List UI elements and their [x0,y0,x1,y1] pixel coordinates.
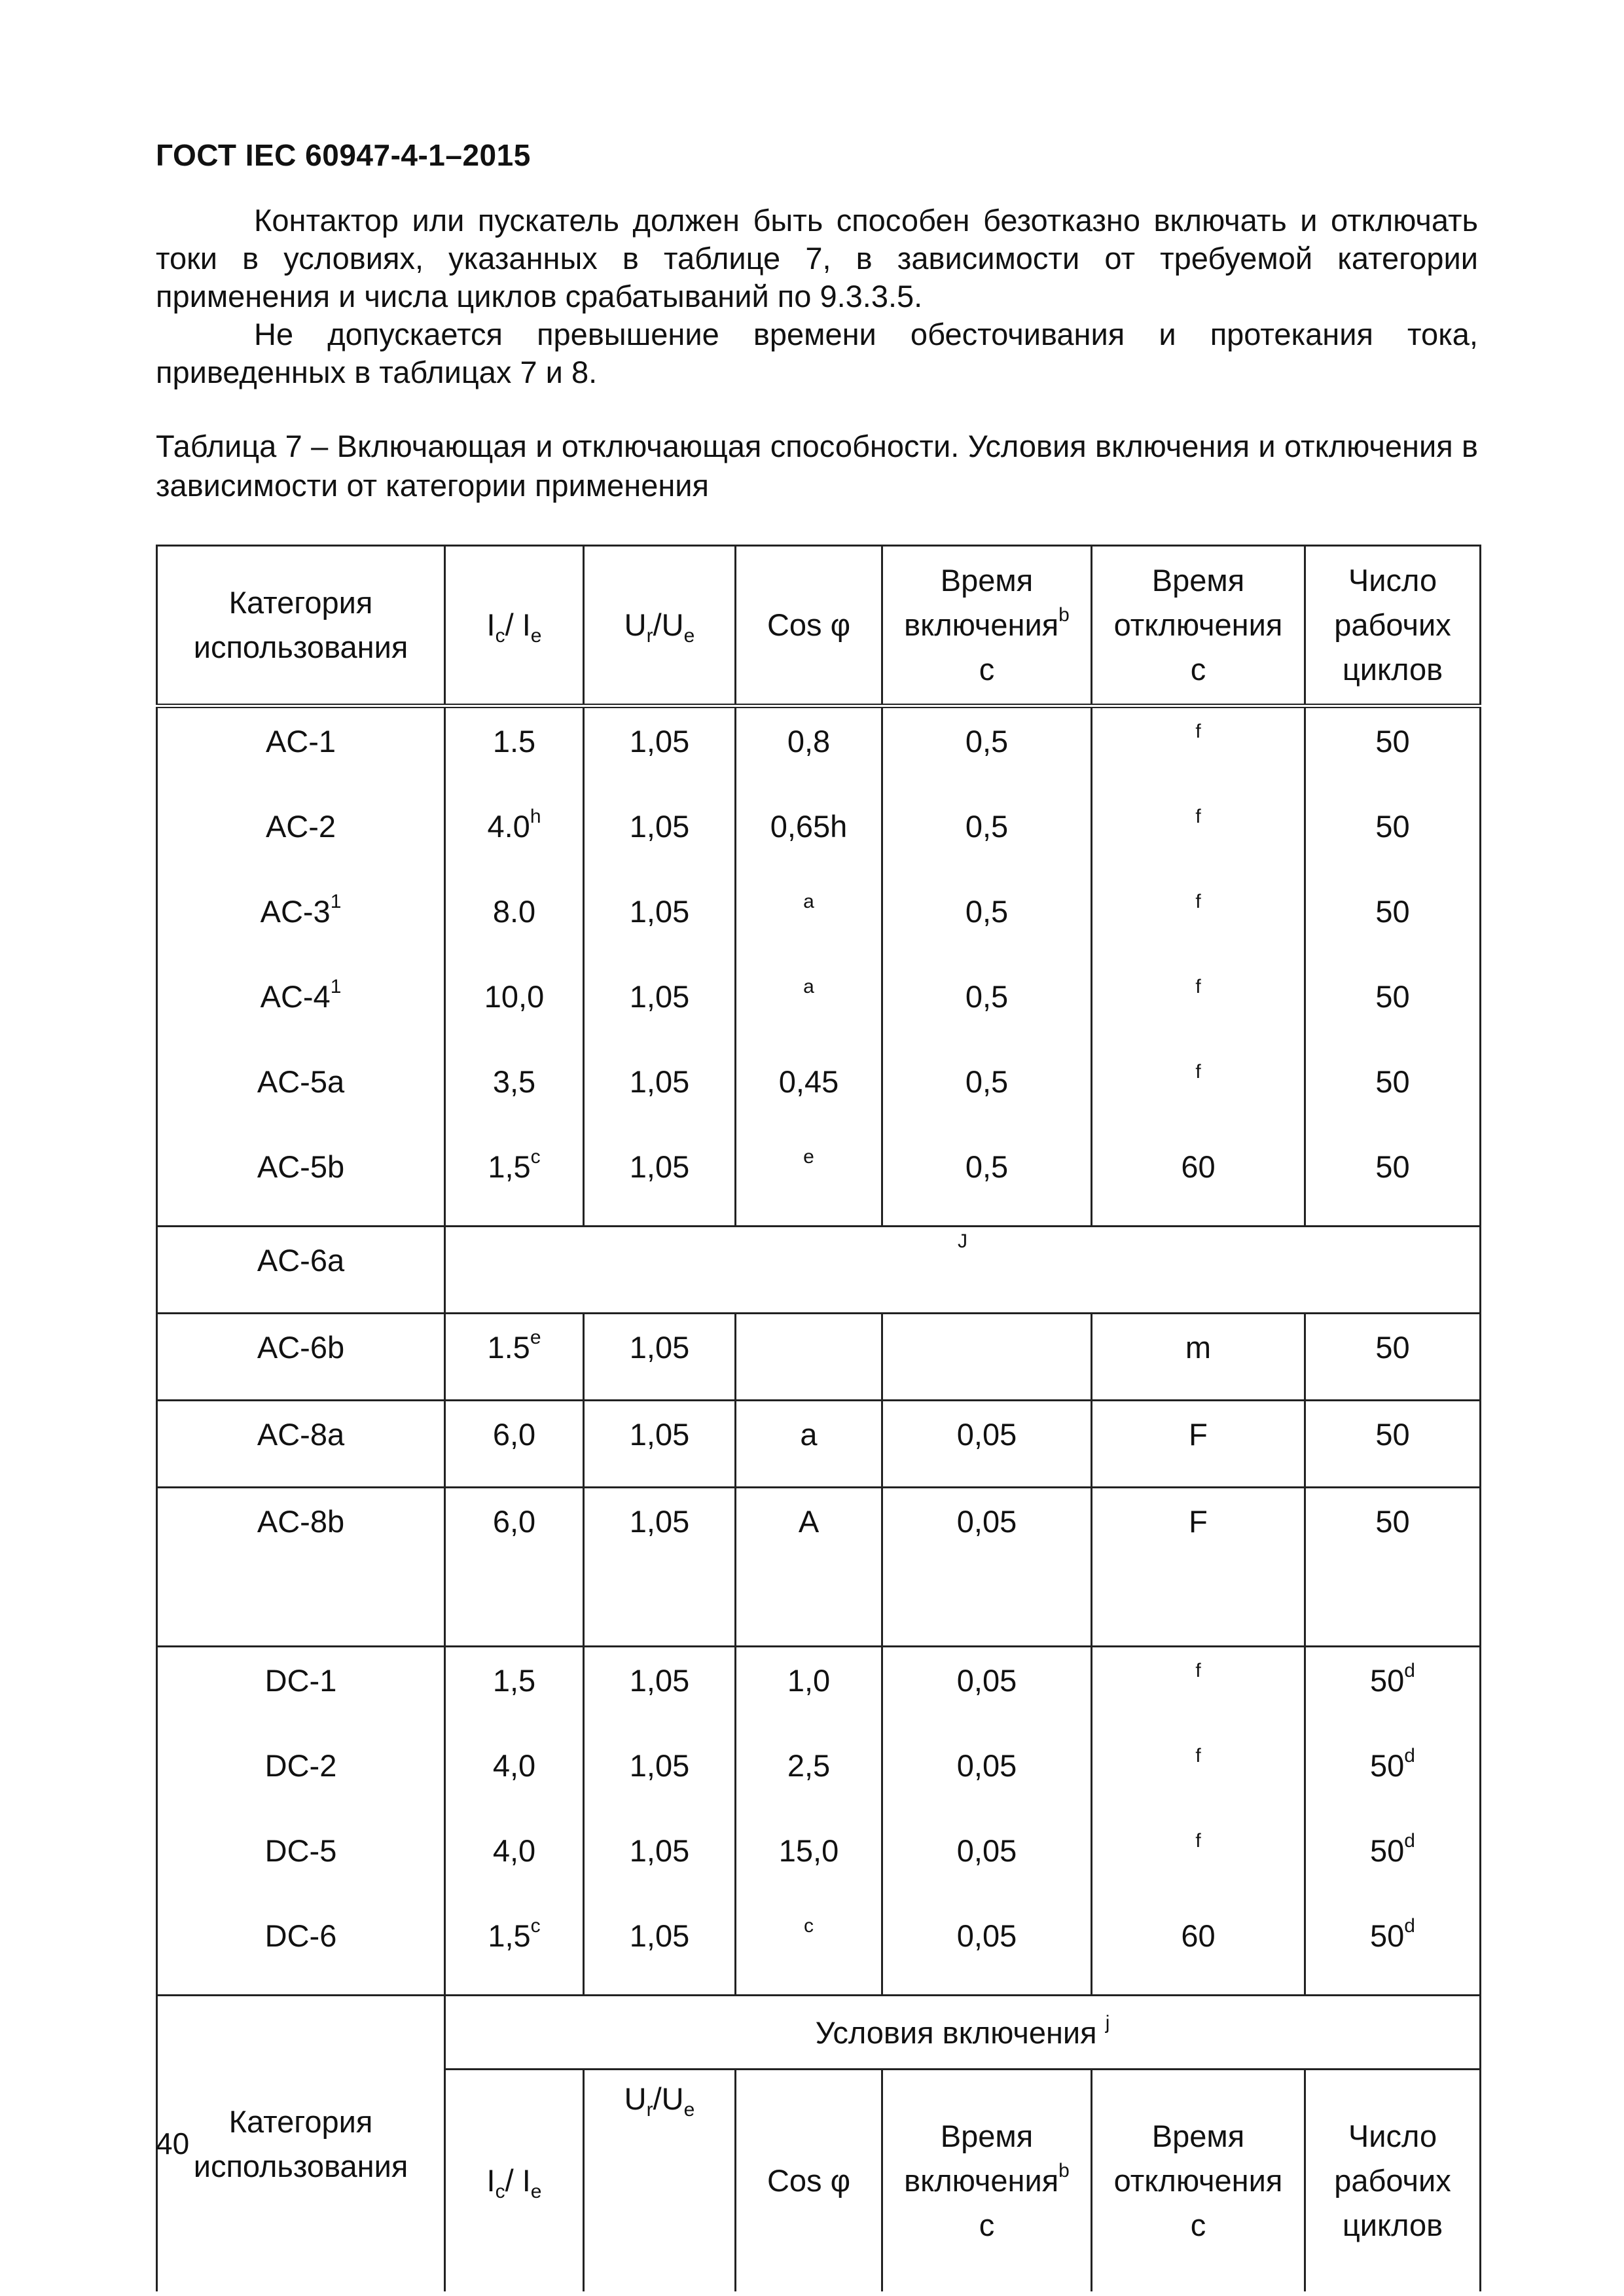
cell-off-time: 60 [1092,1903,1305,1996]
cell-off-time: f [1092,793,1305,878]
cell-ur: 1,05 [584,1732,736,1818]
section2-header-off-time: Время отключения с [1092,2070,1305,2292]
cell-category: AC-5a [157,1049,445,1134]
cell-cos: 0,45 [736,1049,882,1134]
table-row-ac6a [157,1227,1481,1314]
cell-category: DC-1 [157,1647,445,1733]
cell-category: DC-2 [157,1732,445,1818]
cell-ic: 1,5 [445,1647,584,1733]
cell-ur: 1,05 [584,1134,736,1227]
header-cos: Cos φ [736,546,882,706]
cell-ic: 1.5e [445,1314,584,1401]
cell-cycles: 50$^d$ [1305,1647,1481,1733]
cell-cos: A [736,1488,882,1647]
header-ur-ue: $U_r/U_e$ [584,546,736,706]
cell-on-time: 0,05 [882,1647,1092,1733]
cell-cycles: 50 [1305,1134,1481,1227]
table-row [157,1049,1481,1134]
header-cycles: Число рабочих циклов [1305,546,1481,706]
cell-ur: 1,05 [584,1401,736,1488]
ac-group [157,706,1481,1227]
document-header: ГОСТ IEC 60947-4-1–2015 [156,138,531,172]
intro-paragraph-2: Не допускается превышение времени обесточивания и протекания тока, приведенных в таблицах 7 и 8. [156,317,1478,389]
cell-ur: 1,05 [584,963,736,1049]
header-category: Категория использования [157,546,445,706]
cell-category: DC-5 [157,1818,445,1903]
cell-cos: e [736,1134,882,1227]
page-number: 40 [156,2126,190,2161]
cell-ic: 3,5 [445,1049,584,1134]
cell-on-time [882,1314,1092,1401]
cell-category: AC-6a [157,1227,445,1314]
cell-cycles: 50 [1305,793,1481,878]
table-row [157,1647,1481,1733]
cell-ur: 1,05 [584,1903,736,1996]
cell-ic: 4,0 [445,1732,584,1818]
cell-ic: 6,0 [445,1488,584,1647]
cell-off-time: f [1092,1732,1305,1818]
cell-cycles: 50$^d$ [1305,1903,1481,1996]
cell-cos: a [736,963,882,1049]
cell-ur: 1,05 [584,706,736,794]
cell-on-time: 0,5 [882,706,1092,794]
cell-off-time: f [1092,963,1305,1049]
table-row [157,1818,1481,1903]
cell-ic: 1,5$^c$ [445,1134,584,1227]
section2-header-ur-ue: $U_r/U_e$ [584,2070,736,2292]
header-off-time: Время отключения с [1092,546,1305,706]
table-row [157,1134,1481,1227]
cell-cos: 15,0 [736,1818,882,1903]
section2-header-on-time: Время включения$^b$ с [882,2070,1092,2292]
cell-cos: a [736,878,882,963]
cell-cos: 2,5 [736,1732,882,1818]
cell-cos: 1,0 [736,1647,882,1733]
table-header-row [157,546,1481,706]
cell-on-time: 0,05 [882,1903,1092,1996]
cell-ic: 4,0 [445,1818,584,1903]
cell-cycles: 50 [1305,1488,1481,1647]
cell-ic: 6,0 [445,1401,584,1488]
cell-category: AC-1 [157,706,445,794]
cell-ur: 1,05 [584,1488,736,1647]
cell-on-time: 0,5 [882,1134,1092,1227]
cell-ic: 1.5 [445,706,584,794]
table-row [157,1732,1481,1818]
cell-ur: 1,05 [584,1647,736,1733]
cell-on-time: 0,05 [882,1401,1092,1488]
table-row-ac6b [157,1314,1481,1401]
cell-cos: 0,8 [736,706,882,794]
section2-header-cycles: Число рабочих циклов [1305,2070,1481,2292]
dc-group [157,1647,1481,1996]
cell-off-time: f [1092,1647,1305,1733]
cell-off-time: f [1092,1818,1305,1903]
cell-cycles: 50$^d$ [1305,1732,1481,1818]
cell-ur: 1,05 [584,793,736,878]
cell-ac6a-note: J [445,1227,1481,1314]
cell-cycles: 50 [1305,963,1481,1049]
table-row [157,1903,1481,1996]
cell-on-time: 0,5 [882,1049,1092,1134]
cell-ur: 1,05 [584,878,736,963]
cell-category: DC-6 [157,1903,445,1996]
cell-cycles: 50 [1305,878,1481,963]
cell-category: AC-5b [157,1134,445,1227]
cell-cycles: 50 [1305,1314,1481,1401]
cell-category: AC-8b [157,1488,445,1647]
cell-cycles: 50 [1305,1049,1481,1134]
cell-cycles: 50 [1305,1401,1481,1488]
cell-on-time: 0,05 [882,1818,1092,1903]
cell-ic: 10,0 [445,963,584,1049]
table-row [157,963,1481,1049]
section2-title: Условия включения $^j$ [445,1996,1481,2070]
cell-ic: 8.0 [445,878,584,963]
cell-off-time: F [1092,1488,1305,1647]
cell-category: $AC-4^1$ [157,963,445,1049]
table-caption: Таблица 7 – Включающая и отключающая способности. Условия включения и отключения в зависимости от категории применения [156,429,1478,503]
cell-category: AC-8a [157,1401,445,1488]
cell-on-time: 0,5 [882,878,1092,963]
cell-ic: 4.0$^h$ [445,793,584,878]
cell-cycles: 50 [1305,706,1481,794]
section2-header-ic-ie: $I_c/$ $I_e$ [445,2070,584,2292]
cell-category: AC-6b [157,1314,445,1401]
cell-ur: 1,05 [584,1314,736,1401]
cell-ur: 1,05 [584,1818,736,1903]
cell-category: AC-2 [157,793,445,878]
cell-cos [736,1314,882,1401]
table-row [157,878,1481,963]
header-ic-ie: $I_c/$ $I_e$ [445,546,584,706]
cell-off-time: f [1092,706,1305,794]
section2-header-category: Категория использования [157,1996,445,2292]
cell-on-time: 0,5 [882,963,1092,1049]
cell-off-time: 60 [1092,1134,1305,1227]
cell-cos: a [736,1401,882,1488]
cell-ic: 1,5$^c$ [445,1903,584,1996]
cell-on-time: 0,5 [882,793,1092,878]
intro-text [156,202,1478,391]
section2-title-row [157,1996,1481,2070]
intro-paragraph-1: Контактор или пускатель должен быть способен безотказно включать и отключать токи в условиях, указанных в таблице 7, в зависимости от требуемой категории применения и числа циклов срабатываний по 9.3.3.5. [156,203,1478,314]
section2-header-cos: Cos φ [736,2070,882,2292]
cell-off-time: F [1092,1401,1305,1488]
cell-cos: c [736,1903,882,1996]
header-on-time: Время включения$^b$ с [882,546,1092,706]
table-row [157,706,1481,794]
cell-ur: 1,05 [584,1049,736,1134]
cell-cos: 0,65h [736,793,882,878]
cell-cycles: 50$^d$ [1305,1818,1481,1903]
cell-off-time: f [1092,878,1305,963]
table-row [157,793,1481,878]
cell-category: $AC-3^1$ [157,878,445,963]
cell-on-time: 0,05 [882,1732,1092,1818]
table-row-ac8b [157,1488,1481,1647]
table-row-ac8a [157,1401,1481,1488]
cell-on-time: 0,05 [882,1488,1092,1647]
cell-off-time: m [1092,1314,1305,1401]
cell-off-time: f [1092,1049,1305,1134]
making-breaking-table [156,545,1481,2291]
